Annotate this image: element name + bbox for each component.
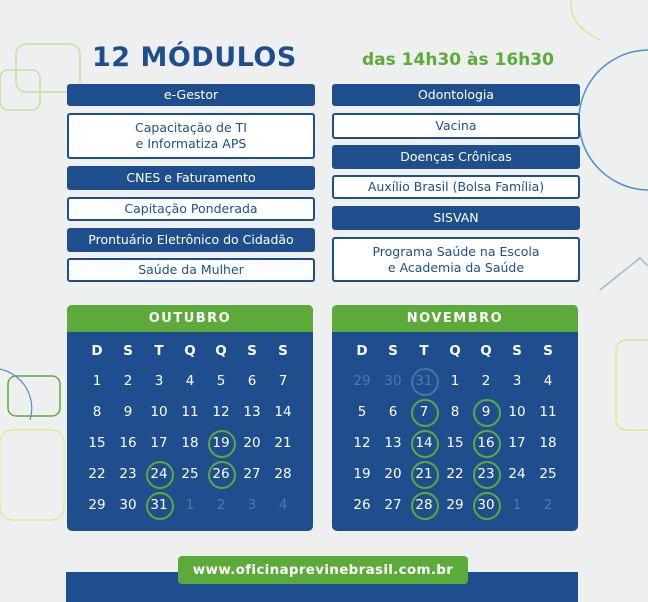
calendar-month-label: OUTUBRO	[67, 305, 313, 332]
module-item: e-Gestor	[67, 84, 315, 106]
module-item: Prontuário Eletrônico do Cidadão	[67, 228, 315, 252]
calendar-day: 15	[446, 435, 464, 451]
weekday-label: Q	[449, 343, 461, 359]
module-item: Saúde da Mulher	[67, 258, 315, 282]
calendar-day: 25	[539, 466, 557, 482]
calendar-day: 19	[353, 466, 371, 482]
weekday-label: S	[247, 343, 257, 359]
calendar-day: 8	[92, 404, 102, 420]
calendar-day: 21	[274, 435, 292, 451]
calendar-day: 6	[247, 373, 257, 389]
calendar-day: 1	[92, 373, 102, 389]
calendar-day: 1	[512, 497, 522, 513]
calendar-day-highlighted: 31	[409, 366, 439, 396]
calendar-day-highlighted: 14	[409, 428, 439, 458]
calendar-november	[332, 305, 578, 531]
calendar-day: 12	[212, 404, 230, 420]
module-item: Vacina	[332, 113, 580, 139]
weekday-label: S	[278, 343, 288, 359]
calendar-day: 16	[119, 435, 137, 451]
calendar-day: 20	[384, 466, 402, 482]
weekday-label: D	[356, 343, 368, 359]
calendar-day: 13	[243, 404, 261, 420]
calendar-day: 14	[274, 404, 292, 420]
calendar-day: 20	[243, 435, 261, 451]
website-link[interactable]: www.oficinaprevinebrasil.com.br	[178, 556, 468, 584]
weekday-label: T	[419, 343, 429, 359]
calendar-day: 30	[384, 373, 402, 389]
calendar-day-highlighted: 19	[206, 428, 236, 458]
module-item: Odontologia	[332, 84, 580, 106]
weekday-label: S	[123, 343, 133, 359]
calendar-day: 17	[150, 435, 168, 451]
calendar-day-highlighted: 28	[409, 490, 439, 520]
calendar-day: 25	[181, 466, 199, 482]
calendar-day: 6	[388, 404, 398, 420]
calendar-day-highlighted: 16	[471, 428, 501, 458]
module-item: SISVAN	[332, 206, 580, 230]
module-item: Programa Saúde na Escola e Academia da Saúde	[332, 237, 580, 282]
weekday-label: Q	[184, 343, 196, 359]
calendar-day: 17	[508, 435, 526, 451]
weekday-label: S	[388, 343, 398, 359]
calendar-day: 9	[123, 404, 133, 420]
weekday-label: T	[154, 343, 164, 359]
module-item: Auxílio Brasil (Bolsa Família)	[332, 175, 580, 199]
calendar-day: 23	[119, 466, 137, 482]
calendar-day: 10	[150, 404, 168, 420]
calendar-day: 27	[384, 497, 402, 513]
calendar-day: 3	[247, 497, 257, 513]
calendar-day: 10	[508, 404, 526, 420]
calendar-day: 1	[450, 373, 460, 389]
module-item: Doenças Crônicas	[332, 145, 580, 169]
calendar-day: 13	[384, 435, 402, 451]
calendar-day: 1	[185, 497, 195, 513]
calendar-month-label: NOVEMBRO	[332, 305, 578, 332]
module-item: Capacitação de TI e Informatiza APS	[67, 113, 315, 159]
calendar-day: 28	[274, 466, 292, 482]
calendar-day: 5	[357, 404, 367, 420]
calendar-day: 4	[543, 373, 553, 389]
weekday-label: S	[543, 343, 553, 359]
calendar-day: 4	[278, 497, 288, 513]
calendar-day-highlighted: 30	[471, 490, 501, 520]
calendar-day: 15	[88, 435, 106, 451]
calendar-day: 2	[481, 373, 491, 389]
calendar-day: 18	[539, 435, 557, 451]
schedule-time: das 14h30 às 16h30	[362, 50, 554, 70]
calendar-day: 29	[353, 373, 371, 389]
calendar-day: 3	[154, 373, 164, 389]
calendar-day: 29	[446, 497, 464, 513]
weekday-label: D	[91, 343, 103, 359]
calendar-day: 2	[543, 497, 553, 513]
calendar-day: 26	[353, 497, 371, 513]
calendar-day: 5	[216, 373, 226, 389]
calendar-day-highlighted: 9	[471, 397, 501, 427]
module-item: CNES e Faturamento	[67, 166, 315, 190]
calendar-day: 22	[446, 466, 464, 482]
weekday-label: Q	[480, 343, 492, 359]
calendar-day-highlighted: 24	[144, 459, 174, 489]
calendar-day: 8	[450, 404, 460, 420]
calendar-day: 27	[243, 466, 261, 482]
calendar-day: 4	[185, 373, 195, 389]
calendar-day: 7	[278, 373, 288, 389]
calendar-day: 2	[216, 497, 226, 513]
calendar-day-highlighted: 21	[409, 459, 439, 489]
calendar-day: 3	[512, 373, 522, 389]
weekday-label: S	[512, 343, 522, 359]
calendar-day-highlighted: 26	[206, 459, 236, 489]
calendar-day: 12	[353, 435, 371, 451]
calendar-day: 2	[123, 373, 133, 389]
calendar-day-highlighted: 31	[144, 490, 174, 520]
calendar-day: 29	[88, 497, 106, 513]
calendar-day: 22	[88, 466, 106, 482]
calendar-day: 24	[508, 466, 526, 482]
calendar-day: 18	[181, 435, 199, 451]
calendar-october	[67, 305, 313, 531]
calendar-day-highlighted: 23	[471, 459, 501, 489]
calendar-day: 11	[539, 404, 557, 420]
module-item: Capitação Ponderada	[67, 197, 315, 221]
weekday-label: Q	[215, 343, 227, 359]
calendar-day: 30	[119, 497, 137, 513]
calendar-day-highlighted: 7	[409, 397, 439, 427]
page-title: 12 MÓDULOS	[92, 42, 297, 73]
calendar-day: 11	[181, 404, 199, 420]
